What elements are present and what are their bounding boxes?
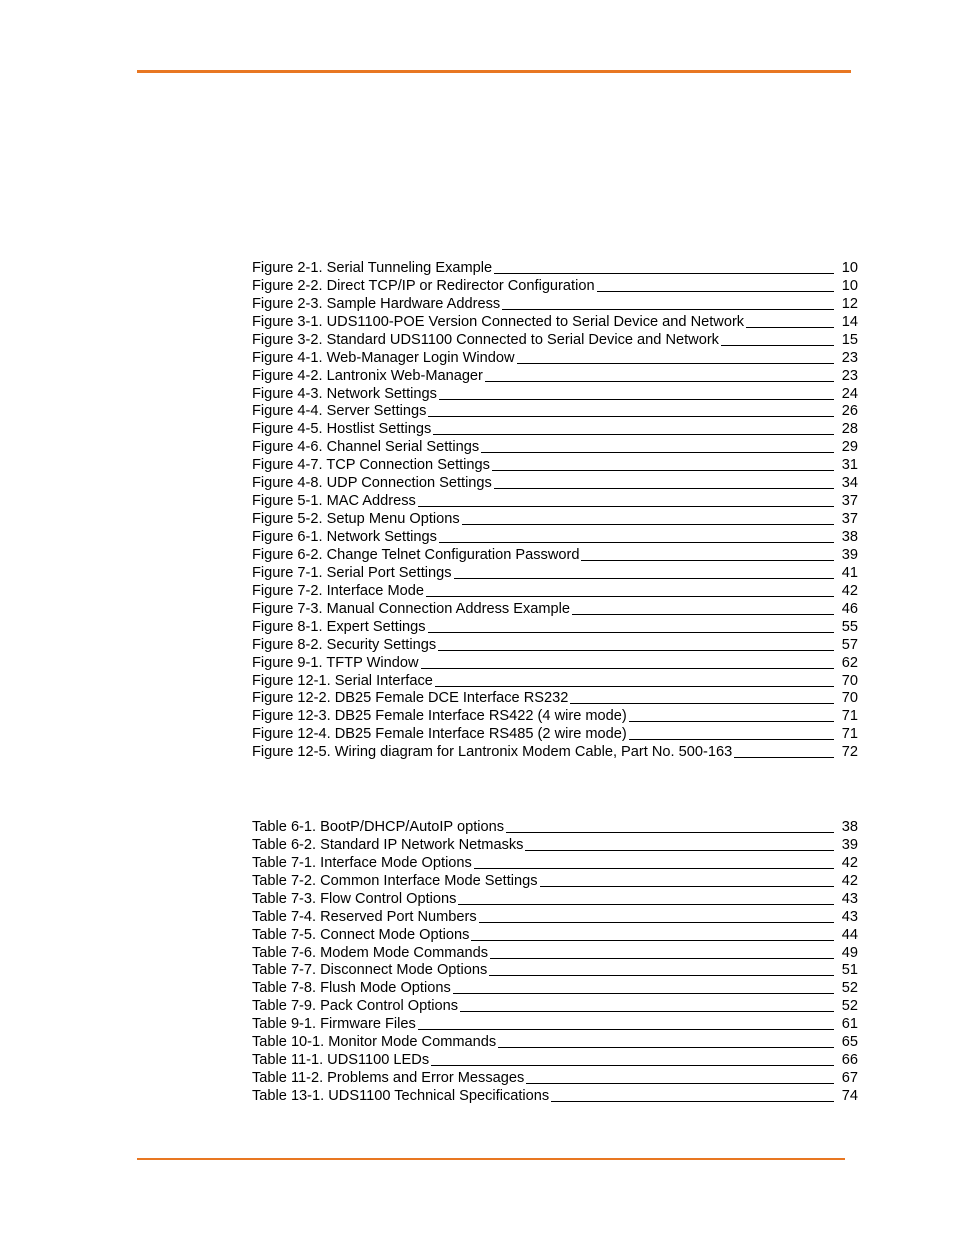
figure-entry-label: Figure 7-3. Manual Connection Address Example (252, 600, 570, 617)
table-entry-page-number: 51 (841, 962, 858, 979)
figure-entry-page-number: 70 (841, 690, 858, 707)
leader-line (438, 650, 834, 651)
figure-entry[interactable] (252, 601, 858, 619)
figure-entry-page-number: 37 (841, 511, 858, 528)
leader-line (454, 578, 834, 579)
figure-entry[interactable] (252, 511, 858, 529)
table-entry-label: Table 10-1. Monitor Mode Commands (252, 1034, 497, 1051)
figure-entry-label: Figure 4-8. UDP Connection Settings (252, 475, 492, 492)
table-entry-label: Table 6-1. BootP/DHCP/AutoIP options (252, 818, 505, 835)
table-entry-label: Table 13-1. UDS1100 Technical Specifications (252, 1088, 550, 1105)
figure-entry[interactable] (252, 421, 858, 439)
figure-entry[interactable] (252, 332, 858, 350)
figure-entry-label: Figure 4-4. Server Settings (252, 403, 427, 420)
table-entry-page-number: 42 (841, 872, 858, 889)
table-entry-page-number: 44 (841, 926, 858, 943)
figure-entry[interactable] (252, 726, 858, 744)
figure-entry-label: Figure 3-1. UDS1100-POE Version Connected to Serial Device and Network (252, 313, 745, 330)
figure-entry[interactable] (252, 691, 858, 709)
figure-entry-label: Figure 4-6. Channel Serial Settings (252, 439, 480, 456)
table-entry-page-number: 66 (841, 1052, 858, 1069)
figure-entry[interactable] (252, 386, 858, 404)
figure-entry-page-number: 38 (841, 529, 858, 546)
figure-entry-label: Figure 8-1. Expert Settings (252, 618, 426, 635)
leader-line (572, 614, 834, 615)
leader-line (421, 668, 834, 669)
figure-entry[interactable] (252, 278, 858, 296)
figure-entry-label: Figure 3-2. Standard UDS1100 Connected to Serial Device and Network (252, 331, 719, 348)
leader-line (435, 686, 834, 687)
table-entry-label: Table 6-2. Standard IP Network Netmasks (252, 836, 524, 853)
leader-line (540, 886, 834, 887)
leader-line (721, 345, 834, 346)
figure-entry[interactable] (252, 529, 858, 547)
figure-entry-page-number: 57 (841, 636, 858, 653)
figure-entry[interactable] (252, 547, 858, 565)
figure-entry-label: Figure 2-1. Serial Tunneling Example (252, 259, 493, 276)
figure-entry-page-number: 14 (841, 313, 858, 330)
table-entry[interactable] (252, 998, 858, 1016)
figure-entry-label: Figure 4-3. Network Settings (252, 385, 437, 402)
figure-entry-page-number: 34 (841, 475, 858, 492)
figure-entry-page-number: 12 (841, 295, 858, 312)
figure-entry[interactable] (252, 439, 858, 457)
table-entry[interactable] (252, 1016, 858, 1034)
figure-entry-label: Figure 8-2. Security Settings (252, 636, 437, 653)
table-entry-label: Table 9-1. Firmware Files (252, 1016, 416, 1033)
figure-entry-page-number: 62 (841, 654, 858, 671)
figure-entry[interactable] (252, 744, 858, 762)
figure-entry-label: Figure 12-5. Wiring diagram for Lantronix Modem Cable, Part No. 500-163 (252, 744, 733, 761)
table-entry-page-number: 42 (841, 854, 858, 871)
figure-entry-page-number: 41 (841, 564, 858, 581)
figure-entry-page-number: 70 (841, 672, 858, 689)
figure-entry-page-number: 31 (841, 457, 858, 474)
leader-line (426, 596, 834, 597)
leader-line (474, 868, 834, 869)
figure-entry[interactable] (252, 708, 858, 726)
leader-line (418, 1029, 834, 1030)
figure-entry[interactable] (252, 296, 858, 314)
figure-entry-label: Figure 6-2. Change Telnet Configuration Password (252, 546, 580, 563)
leader-line (629, 721, 834, 722)
figure-entry[interactable] (252, 637, 858, 655)
table-entry[interactable] (252, 855, 858, 873)
leader-line (460, 1011, 834, 1012)
table-entry[interactable] (252, 963, 858, 981)
table-entry-page-number: 49 (841, 944, 858, 961)
figure-entry-page-number: 26 (841, 403, 858, 420)
leader-line (629, 739, 834, 740)
figure-entry-page-number: 39 (841, 546, 858, 563)
table-entry[interactable] (252, 873, 858, 891)
footer-rule (137, 1158, 845, 1160)
figure-entry-page-number: 10 (841, 277, 858, 294)
table-entry-page-number: 39 (841, 836, 858, 853)
table-entry[interactable] (252, 837, 858, 855)
figure-entry-page-number: 42 (841, 582, 858, 599)
table-entry[interactable] (252, 1034, 858, 1052)
leader-line (746, 327, 834, 328)
figure-entry-label: Figure 12-4. DB25 Female Interface RS485 (2 wire mode) (252, 726, 627, 743)
table-entry-label: Table 7-8. Flush Mode Options (252, 980, 451, 997)
figure-entry[interactable] (252, 583, 858, 601)
leader-line (458, 904, 834, 905)
table-entry[interactable] (252, 909, 858, 927)
leader-line (526, 1083, 834, 1084)
table-entry[interactable] (252, 945, 858, 963)
figure-entry-label: Figure 7-2. Interface Mode (252, 582, 424, 599)
leader-line (453, 993, 834, 994)
leader-line (431, 1065, 834, 1066)
figure-entry[interactable] (252, 673, 858, 691)
table-entry-page-number: 52 (841, 980, 858, 997)
figure-entry-page-number: 72 (841, 744, 858, 761)
table-entry[interactable] (252, 927, 858, 945)
leader-line (494, 488, 834, 489)
figure-entry-page-number: 23 (841, 349, 858, 366)
figure-entry-page-number: 29 (841, 439, 858, 456)
figure-entry-label: Figure 2-2. Direct TCP/IP or Redirector Configuration (252, 277, 595, 294)
leader-line (517, 363, 834, 364)
figure-entry-label: Figure 9-1. TFTP Window (252, 654, 419, 671)
figure-entry-label: Figure 5-2. Setup Menu Options (252, 511, 460, 528)
leader-line (481, 452, 834, 453)
leader-line (428, 416, 834, 417)
table-entry[interactable] (252, 891, 858, 909)
table-entry-label: Table 7-3. Flow Control Options (252, 890, 457, 907)
figure-entry-page-number: 37 (841, 493, 858, 510)
figure-entry-label: Figure 5-1. MAC Address (252, 493, 416, 510)
table-entry-page-number: 74 (841, 1088, 858, 1105)
table-entry-page-number: 52 (841, 998, 858, 1015)
figure-entry-page-number: 28 (841, 421, 858, 438)
table-entry-label: Table 7-2. Common Interface Mode Settings (252, 872, 538, 889)
table-entry-label: Table 7-7. Disconnect Mode Options (252, 962, 488, 979)
figure-entry-page-number: 10 (841, 259, 858, 276)
figure-entry-page-number: 46 (841, 600, 858, 617)
table-entry-label: Table 7-1. Interface Mode Options (252, 854, 472, 871)
table-entry[interactable] (252, 1070, 858, 1088)
table-entry-page-number: 67 (841, 1070, 858, 1087)
leader-line (581, 560, 834, 561)
leader-line (525, 850, 834, 851)
leader-line (734, 757, 834, 758)
leader-line (433, 434, 834, 435)
figure-entry[interactable] (252, 368, 858, 386)
figure-entry[interactable] (252, 314, 858, 332)
list-of-tables (252, 819, 858, 1106)
leader-line (428, 632, 834, 633)
leader-line (506, 832, 834, 833)
figure-entry[interactable] (252, 404, 858, 422)
list-of-figures (252, 260, 858, 762)
table-entry[interactable] (252, 819, 858, 837)
header-rule (137, 70, 851, 73)
leader-line (597, 291, 834, 292)
table-entry-page-number: 65 (841, 1034, 858, 1051)
leader-line (485, 381, 834, 382)
figure-entry-label: Figure 2-3. Sample Hardware Address (252, 295, 501, 312)
figure-entry[interactable] (252, 619, 858, 637)
figure-entry-page-number: 15 (841, 331, 858, 348)
leader-line (471, 940, 834, 941)
table-entry-label: Table 7-4. Reserved Port Numbers (252, 908, 477, 925)
table-entry-label: Table 7-9. Pack Control Options (252, 998, 459, 1015)
figure-entry-label: Figure 4-1. Web-Manager Login Window (252, 349, 515, 366)
leader-line (462, 524, 834, 525)
leader-line (439, 399, 834, 400)
table-entry[interactable] (252, 1088, 858, 1106)
figure-entry-label: Figure 4-2. Lantronix Web-Manager (252, 367, 483, 384)
table-entry-label: Table 7-6. Modem Mode Commands (252, 944, 489, 961)
figure-entry-page-number: 23 (841, 367, 858, 384)
figure-entry-page-number: 55 (841, 618, 858, 635)
figure-entry[interactable] (252, 475, 858, 493)
figure-entry[interactable] (252, 493, 858, 511)
table-entry-page-number: 61 (841, 1016, 858, 1033)
figure-entry[interactable] (252, 457, 858, 475)
figure-entry-page-number: 71 (841, 708, 858, 725)
figure-entry-page-number: 24 (841, 385, 858, 402)
leader-line (502, 309, 834, 310)
figure-entry-page-number: 71 (841, 726, 858, 743)
leader-line (492, 470, 834, 471)
leader-line (479, 922, 834, 923)
leader-line (490, 958, 834, 959)
figure-entry-label: Figure 4-5. Hostlist Settings (252, 421, 432, 438)
figure-entry[interactable] (252, 655, 858, 673)
figure-entry-label: Figure 12-1. Serial Interface (252, 672, 433, 689)
figure-entry-label: Figure 4-7. TCP Connection Settings (252, 457, 490, 474)
figure-entry-label: Figure 12-3. DB25 Female Interface RS422 (4 wire mode) (252, 708, 627, 725)
table-entry-label: Table 11-1. UDS1100 LEDs (252, 1052, 430, 1069)
figure-entry-label: Figure 7-1. Serial Port Settings (252, 564, 452, 581)
figure-entry-label: Figure 6-1. Network Settings (252, 529, 437, 546)
leader-line (498, 1047, 834, 1048)
figure-entry[interactable] (252, 565, 858, 583)
table-entry-label: Table 11-2. Problems and Error Messages (252, 1070, 525, 1087)
leader-line (489, 975, 834, 976)
table-entry-page-number: 43 (841, 908, 858, 925)
leader-line (418, 506, 834, 507)
leader-line (439, 542, 834, 543)
leader-line (494, 273, 834, 274)
table-entry-page-number: 43 (841, 890, 858, 907)
table-entry-label: Table 7-5. Connect Mode Options (252, 926, 470, 943)
table-entry[interactable] (252, 1052, 858, 1070)
figure-entry[interactable] (252, 350, 858, 368)
figure-entry-label: Figure 12-2. DB25 Female DCE Interface RS232 (252, 690, 569, 707)
table-entry[interactable] (252, 980, 858, 998)
figure-entry[interactable] (252, 260, 858, 278)
leader-line (551, 1101, 834, 1102)
leader-line (570, 703, 834, 704)
table-entry-page-number: 38 (841, 818, 858, 835)
